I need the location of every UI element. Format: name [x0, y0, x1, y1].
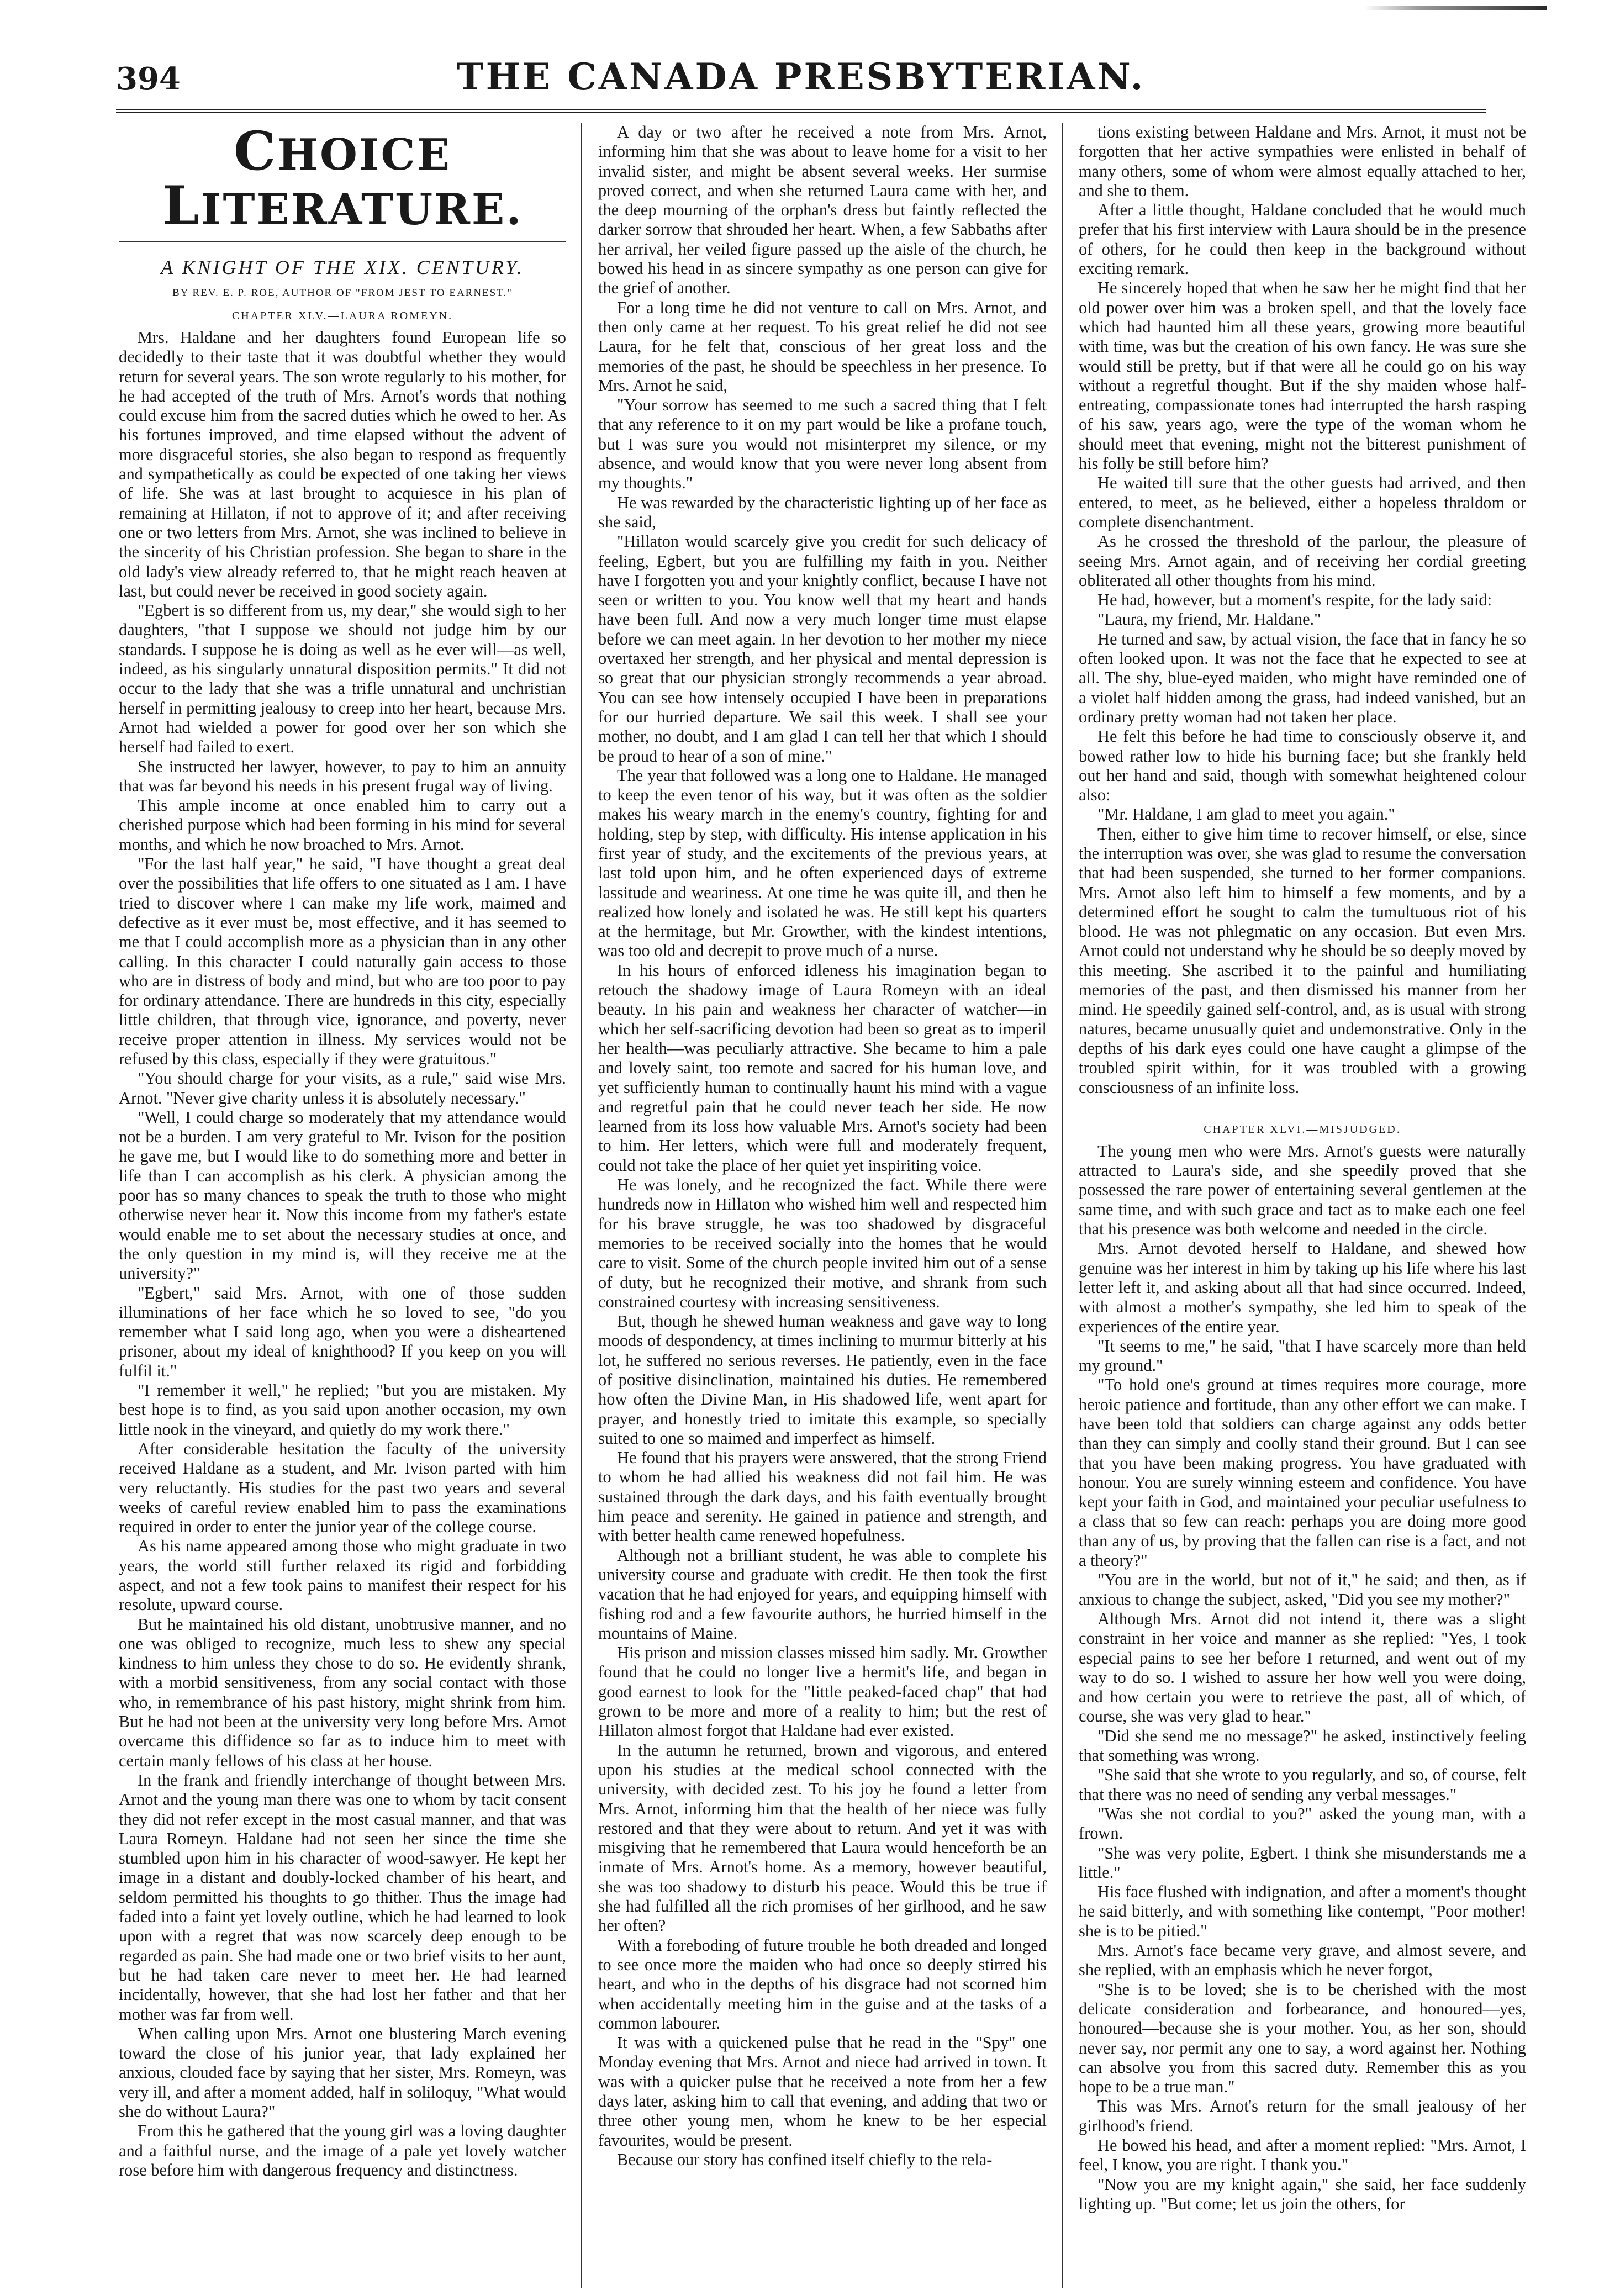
paragraph: In his hours of enforced idleness his imagination began to retouch the shadowy image of Laura Romeyn with an ideal beauty. In his pain and weakness her character of watcher—in which her self-sacrificing devotion had been so great as to imperil her health—was peculiarly attractive. She became to him a pale and lovely saint, too remote and sacred for his human love, and yet sufficiently human to continually haunt his mind with a vague and regretful pain that he could never teach her side. He now learned from its loss how valuable Mrs. Arnot's society had been to him. Her letters, which were full and moderately frequent, could not take the place of her quiet yet inspiriting voice.	[598, 960, 1047, 1175]
paragraph: She instructed her lawyer, however, to pay to him an annuity that was far beyond his needs in his present frugal way of living.	[119, 757, 566, 795]
section-initial: L	[162, 175, 201, 237]
paragraph: "Did she send me no message?" he asked, instinctively feeling that something was wrong.	[1079, 1726, 1526, 1765]
paragraph: "Your sorrow has seemed to me such a sacred thing that I felt that any reference to it on my part would be like a profane touch, but I was sure you would not misinterpret my silence, or my absence, and would know that you were never long absent from my thoughts."	[598, 395, 1047, 493]
paragraph: Mrs. Haldane and her daughters found European life so decidedly to their taste that it was doubtful whether they would return for several years. The son wrote regularly to his mother, for he had accepted of the truth of Mrs. Arnot's words that nothing could excuse him from the sacred duties which he owed to her. As his fortunes improved, and time elapsed without the advent of more disgraceful stories, she also began to respond as frequently and sympathetically as could be expected of one taking her views of life. She was at last brought to acquiesce in his plan of remaining at Hillaton, if not to approve of it; and after receiving one or two letters from Mrs. Arnot, she was inclined to believe in the sincerity of his Christian profession. She began to share in the old lady's view already referred to, that he might reach heaven at last, but could never be received in good society again.	[119, 328, 566, 600]
column-2	[598, 123, 1047, 2288]
paragraph: Mrs. Arnot devoted herself to Haldane, and shewed how genuine was her interest in him by taking up his life where his last letter left it, and asking about all that had since occurred. Indeed, with almost a mother's sympathy, she led him to speak of the experiences of the entire year.	[1079, 1239, 1526, 1336]
paragraph: "Was she not cordial to you?" asked the young man, with a frown.	[1079, 1804, 1526, 1843]
paragraph: He bowed his head, and after a moment replied: "Mrs. Arnot, I feel, I know, you are right. I thank you."	[1079, 2135, 1526, 2174]
paragraph: He found that his prayers were answered, that the strong Friend to whom he had allied his weakness did not fail him. He was sustained through the dark days, and his faith eventually brought him peace and serenity. He gained in patience and strength, and with better health came renewed hopefulness.	[598, 1448, 1047, 1545]
column-rule	[1062, 123, 1063, 2288]
paragraph: Although Mrs. Arnot did not intend it, there was a slight constraint in her voice and manner as she replied: "Yes, I took especial pains to see her before I returned, and went out of my way to do so. I wished to assure her how well you were doing, and how certain you were to retrieve the past, all of which, of course, she was very glad to hear."	[1079, 1609, 1526, 1726]
paragraph: It was with a quickened pulse that he read in the "Spy" one Monday evening that Mrs. Arnot and niece had arrived in town. It was with a quicker pulse that he received a note from her a few days later, asking him to call that evening, and adding that two or three other young men, whom he knew to be her especial favourites, would be present.	[598, 2033, 1047, 2150]
section-initial: C	[233, 123, 278, 182]
paragraph: "Laura, my friend, Mr. Haldane."	[1097, 610, 1321, 629]
paragraph: Although not a brilliant student, he was able to complete his university course and graduate with credit. He then took the first vacation that he had enjoyed for years, and equipping himself with fishing rod and a few favourite authors, he hurried himself in the mountains of Maine.	[598, 1545, 1047, 1643]
paragraph: Because our story has confined itself chiefly to the rela-	[617, 2150, 993, 2169]
page-number: 394	[116, 61, 181, 97]
chapter-heading: CHAPTER XLV.—LAURA ROMEYN.	[231, 310, 453, 322]
paragraph: In the autumn he returned, brown and vigorous, and entered upon his studies at the medical school connected with the university, with decided zest. To his joy he found a letter from Mrs. Arnot, informing him that the health of her niece was fully restored and that they were about to return. And yet it was with misgiving that he remembered that Laura would henceforth be an inmate of Mrs. Arnot's home. As a memory, however beautiful, she was too shadowy to disturb his peace. Would this be true if she had fulfilled all the rich promises of her girlhood, and he saw her often?	[598, 1740, 1047, 1935]
chapter-heading: CHAPTER XLVI.—MISJUDGED.	[1204, 1123, 1401, 1136]
paragraph: "To hold one's ground at times requires more courage, more heroic patience and fortitude, than any other effort we can make. I have been told that soldiers can charge against any odds better than they can simply and coolly stand their ground. But I can see that you have been making progress. You have graduated with honour. You are surely winning esteem and confidence. You have kept your faith in God, and maintained your peculiar usefulness to a class that so few can reach: perhaps you are doing more good than any of us, by proving that the fallen can rise is a fact, and not a theory?"	[1079, 1375, 1526, 1570]
paragraph: Mrs. Arnot's face became very grave, and almost severe, and she replied, with an emphasis which he never forgot,	[1079, 1941, 1526, 1980]
column-1	[119, 123, 566, 2288]
paragraph: "Egbert," said Mrs. Arnot, with one of those sudden illuminations of her face which he so loved to see, "do you remember what I said long ago, when you were a disheartened prisoner, about my ideal of knighthood? If you keep on you will fulfil it."	[119, 1283, 566, 1380]
column-3-body-bottom	[1079, 1142, 1526, 2214]
paragraph: But, though he shewed human weakness and gave way to long moods of despondency, at times inclining to murmur bitterly at his lot, he suffered no serious reverses. He patiently, even in the face of positive disinclination, maintained his duties. He remembered how often the Divine Man, in His shadowed life, went apart for prayer, and honestly tried to imitate this example, so specially suited to one so maimed and imperfect as himself.	[598, 1312, 1047, 1448]
paragraph: The young men who were Mrs. Arnot's guests were naturally attracted to Laura's side, and she speedily proved that she possessed the rare power of entertaining several gentlemen at the same time, and with such grace and tact as to make each one feel that his presence was both welcome and needed in the circle.	[1079, 1141, 1526, 1239]
paragraph: "Egbert is so different from us, my dear," she would sigh to her daughters, "that I suppose we should not judge him by our standards. I suppose he is doing as well as he ever will—as well, indeed, as his singularly unnatural disposition permits." It did not occur to the lady that she was a trifle unnatural and unchristian herself in permitting jealousy to creep into her heart, because Mrs. Arnot had wielded a power for good over her son which she herself had failed to exert.	[119, 601, 566, 757]
paragraph: As he crossed the threshold of the parlour, the pleasure of seeing Mrs. Arnot again, and of receiving her cordial greeting obliterated all other thoughts from his mind.	[1079, 532, 1526, 590]
paragraph: He had, however, but a moment's respite, for the lady said:	[1097, 590, 1492, 610]
section-word: HOICE	[277, 130, 452, 180]
paragraph: His prison and mission classes missed him sadly. Mr. Growther found that he could no longer live a hermit's life, and began in good earnest to look for the "little peaked-faced chap" that had grown to be more and more of a reality to him; but the rest of Hillaton almost forgot that Haldane had ever existed.	[598, 1643, 1047, 1740]
paragraph: He waited till sure that the other guests had arrived, and then entered, to meet, as he believed, either a hopeless thraldom or complete disenchantment.	[1079, 473, 1526, 531]
column-3	[1079, 123, 1526, 2288]
paragraph: "It seems to me," he said, "that I have scarcely more than held my ground."	[1079, 1336, 1526, 1375]
paragraph: He felt this before he had time to consciously observe it, and bowed rather low to hide his burning face; but she frankly held out her hand and said, though with somewhat heightened colour also:	[1079, 727, 1526, 805]
section-heading	[119, 123, 566, 242]
story-byline: BY REV. E. P. ROE, AUTHOR OF "FROM JEST TO EARNEST."	[172, 287, 513, 299]
story-title: A KNIGHT OF THE XIX. CENTURY.	[161, 256, 524, 278]
paragraph: "You are in the world, but not of it," he said; and then, as if anxious to change the subject, asked, "Did you see my mother?"	[1079, 1570, 1526, 1609]
paragraph: This was Mrs. Arnot's return for the small jealousy of her girlhood's friend.	[1079, 2097, 1526, 2135]
paragraph: After considerable hesitation the faculty of the university received Haldane as a student, and Mr. Ivison parted with him very reluctantly. His studies for the past two years and several weeks of careful review enabled him to pass the examinations required in order to enter the junior year of the college course.	[119, 1439, 566, 1537]
paragraph: "She is to be loved; she is to be cherished with the most delicate consideration and forbearance, and honoured—yes, honoured—because she is your mother. You, as her son, should never say, nor permit any one to say, a word against her. Nothing can absolve you from this sacred duty. Remember this as you hope to be a true man."	[1079, 1980, 1526, 2097]
paragraph: This ample income at once enabled him to carry out a cherished purpose which had been forming in his mind for several months, and which he now broached to Mrs. Arnot.	[119, 796, 566, 854]
scan-edge-strip	[1364, 6, 1547, 10]
paragraph: He turned and saw, by actual vision, the face that in fancy he so often looked upon. It was not the face that he expected to see at all. The shy, blue-eyed maiden, who might have reminded one of a violet half hidden among the grass, had indeed vanished, but an ordinary pretty woman had not taken her place.	[1079, 629, 1526, 726]
paragraph: After a little thought, Haldane concluded that he would much prefer that his first interview with Laura should be in the presence of others, for he could then keep in the background without exciting remark.	[1079, 200, 1526, 278]
column-3-body-top	[1079, 123, 1526, 1097]
paragraph: "Well, I could charge so moderately that my attendance would not be a burden. I am very grateful to Mr. Ivison for the position he gave me, but I would like to do something more and better in life than I can accomplish as his clerk. A physician among the poor has so many chances to speak the truth to those who might otherwise never hear it. Now this income from my father's estate would enable me to set about the necessary studies at once, and the only question in my mind is, will they receive me at the university?"	[119, 1107, 566, 1283]
column-2-body	[598, 123, 1047, 2170]
journal-title: THE CANADA PRESBYTERIAN.	[456, 55, 1146, 98]
paragraph: But he maintained his old distant, unobtrusive manner, and no one was obliged to recognize, much less to shew any special kindness to him unless they chose to do so. He evidently shrank, with a morbid sensitiveness, from any social contact with those who, in remembrance of his past history, might shrink from him. But he had not been at the university very long before Mrs. Arnot overcame this diffidence so far as to induce him to meet with certain manly fellows of his class at her house.	[119, 1614, 566, 1770]
column-rule	[581, 123, 582, 2288]
paragraph: The year that followed was a long one to Haldane. He managed to keep the even tenor of his way, but it was often as the soldier makes his weary march in the enemy's country, fighting for and holding, step by step, with difficulty. His intense application in his first year of study, and the excitements of the previous years, at last told upon him, and he often experienced days of extreme lassitude and weariness. At one time he was quite ill, and then he realized how lonely and isolated he was. He still kept his quarters at the hermitage, but Mr. Growther, with the kindest intentions, was too old and decrepit to prove much of a nurse.	[598, 766, 1047, 960]
paragraph: A day or two after he received a note from Mrs. Arnot, informing him that she was about to leave home for a visit to her invalid sister, and might be absent several weeks. Her surmise proved correct, and when she returned Laura came with her, and the deep mourning of the orphan's dress but faintly reflected the darker sorrow that shrouded her heart. When, a few Sabbaths after her arrival, her veiled figure passed up the aisle of the church, he bowed his head in as sincere sympathy as one person can give for the grief of another.	[598, 123, 1047, 298]
header-rule	[116, 109, 1486, 113]
paragraph: He was lonely, and he recognized the fact. While there were hundreds now in Hillaton who wished him well and respected him for his brave struggle, he was too shadowed by disgraceful memories to be received socially into the homes that he would care to visit. Some of the church people invited him out of a sense of duty, but he recognized their motive, and shrank from such constrained courtesy with increasing sensitiveness.	[598, 1175, 1047, 1311]
paragraph: As his name appeared among those who might graduate in two years, the world still further relaxed its rigid and forbidding aspect, and not a few took pains to manifest their respect for his resolute, upward course.	[119, 1537, 566, 1614]
column-1-body	[119, 328, 566, 2180]
paragraph: "Hillaton would scarcely give you credit for such delicacy of feeling, Egbert, but you are fulfilling my faith in you. Neither have I forgotten you and your knightly conflict, because I have not seen or written to you. You know well that my heart and hands have been full. And now a very much longer time must elapse before we can meet again. In her devotion to her mother my niece overtaxed her strength, and her physical and mental depression is so great that our physician strongly recommends a year abroad. You can see how intensely occupied I have been in preparations for our hurried departure. We sail this week. I shall see your mother, no doubt, and I am glad I can tell her that which I should be proud to hear of a son of mine."	[598, 532, 1047, 766]
paragraph: "She said that she wrote to you regularly, and so, of course, felt that there was no need of sending any verbal messages."	[1079, 1765, 1526, 1804]
paragraph: "She was very polite, Egbert. I think she misunderstands me a little."	[1079, 1843, 1526, 1882]
paragraph: With a foreboding of future trouble he both dreaded and longed to see once more the maiden who had once so deeply stirred his heart, and who in the depths of his disgrace had not scorned him when accidentally meeting him in the guise and at the tasks of a common labourer.	[598, 1935, 1047, 2033]
paragraph: "Mr. Haldane, I am glad to meet you again."	[1097, 805, 1395, 824]
paragraph: He was rewarded by the characteristic lighting up of her face as she said,	[598, 493, 1047, 531]
paragraph: From this he gathered that the young girl was a loving daughter and a faithful nurse, and the image of a pale yet lovely watcher rose before him with dangerous frequency and distinctness.	[119, 2121, 566, 2179]
paragraph: Then, either to give him time to recover himself, or else, since the interruption was over, she was glad to resume the conversation that had been suspended, she turned to her former companions. Mrs. Arnot also left him to himself a few moments, and by a determined effort he sought to calm the tumultuous riot of his blood. He was not phlegmatic on any occasion. But even Mrs. Arnot could not understand why he should be so deeply moved by this meeting. She ascribed it to the painful and humiliating memories of the past, and then dismissed his manner from her mind. He speedily gained self-control, and, as is usual with strong natures, became unusually quiet and undemonstrative. Only in the depths of his dark eyes could one have caught a glimpse of the troubled spirit within, for it was troubled with a growing consciousness of an infinite loss.	[1079, 824, 1526, 1097]
paragraph: When calling upon Mrs. Arnot one blustering March evening toward the close of his junior year, that lady explained her anxious, clouded face by saying that her sister, Mrs. Romeyn, was very ill, and after a moment added, half in soliloquy, "What would she do without Laura?"	[119, 2024, 566, 2121]
paragraph: tions existing between Haldane and Mrs. Arnot, it must not be forgotten that her active sympathies were enlisted in behalf of many others, some of whom were almost equally attached to her, and she to them.	[1079, 123, 1526, 200]
page-header	[116, 51, 1486, 112]
section-word: ITERATURE.	[200, 184, 523, 235]
paragraph: "Now you are my knight again," she said, her face suddenly lighting up. "But come; let us join the others, for	[1079, 2174, 1526, 2213]
paragraph: His face flushed with indignation, and after a moment's thought he said bitterly, and with something like contempt, "Poor mother! she is to be pitied."	[1079, 1882, 1526, 1940]
paragraph: For a long time he did not venture to call on Mrs. Arnot, and then only came at her request. To his great relief he did not see Laura, for he felt that, conscious of her great loss and the memories of the past, he should be speechless in her presence. To Mrs. Arnot he said,	[598, 298, 1047, 395]
paragraph: He sincerely hoped that when he saw her he might find that her old power over him was a broken spell, and that the lovely face which had haunted him all these years, growing more beautiful with time, was but the creation of his own fancy. He was sure she would still be pretty, but if that were all he could go on his way without a regretful thought. But if the shy maiden whose half-entreating, compassionate tones had interrupted the harsh rasping of his saw, years ago, were the type of the woman whom he should meet that evening, might not the bitterest punishment of his folly be still before him?	[1079, 278, 1526, 473]
paragraph: In the frank and friendly interchange of thought between Mrs. Arnot and the young man there was one to whom by tacit consent they did not refer except in the most casual manner, and that was Laura Romeyn. Haldane had not seen her since the time she stumbled upon him in his character of wood-sawyer. He kept her image in a distant and doubly-locked chamber of his heart, and seldom permitted his thoughts to go thither. Thus the image had faded into a faint yet lovely outline, which he had learned to look upon with a regret that was now scarcely deep enough to be regarded as pain. She had made one or two brief visits to her aunt, but he had taken care never to meet her. He had learned incidentally, however, that she had lost her father and that her mother was far from well.	[119, 1770, 566, 2024]
paragraph: "For the last half year," he said, "I have thought a great deal over the possibilities that life offers to one situated as I am. I have tried to discover where I can make my life work, maimed and defective as it ever must be, most effective, and it has seemed to me that I could accomplish more as a physician than in any other calling. In this character I could naturally gain access to those who are in distress of body and mind, but who are too poor to pay for ordinary attendance. There are hundreds in this city, especially little children, that through vice, ignorance, and poverty, never receive proper attention in illness. My services would not be refused by this class, especially if they were gratuitous."	[119, 854, 566, 1068]
paragraph: "You should charge for your visits, as a rule," said wise Mrs. Arnot. "Never give charity unless it is absolutely necessary."	[119, 1069, 566, 1107]
paragraph: "I remember it well," he replied; "but you are mistaken. My best hope is to find, as you said upon another occasion, my own little nook in the vineyard, and quietly do my work there."	[119, 1381, 566, 1439]
